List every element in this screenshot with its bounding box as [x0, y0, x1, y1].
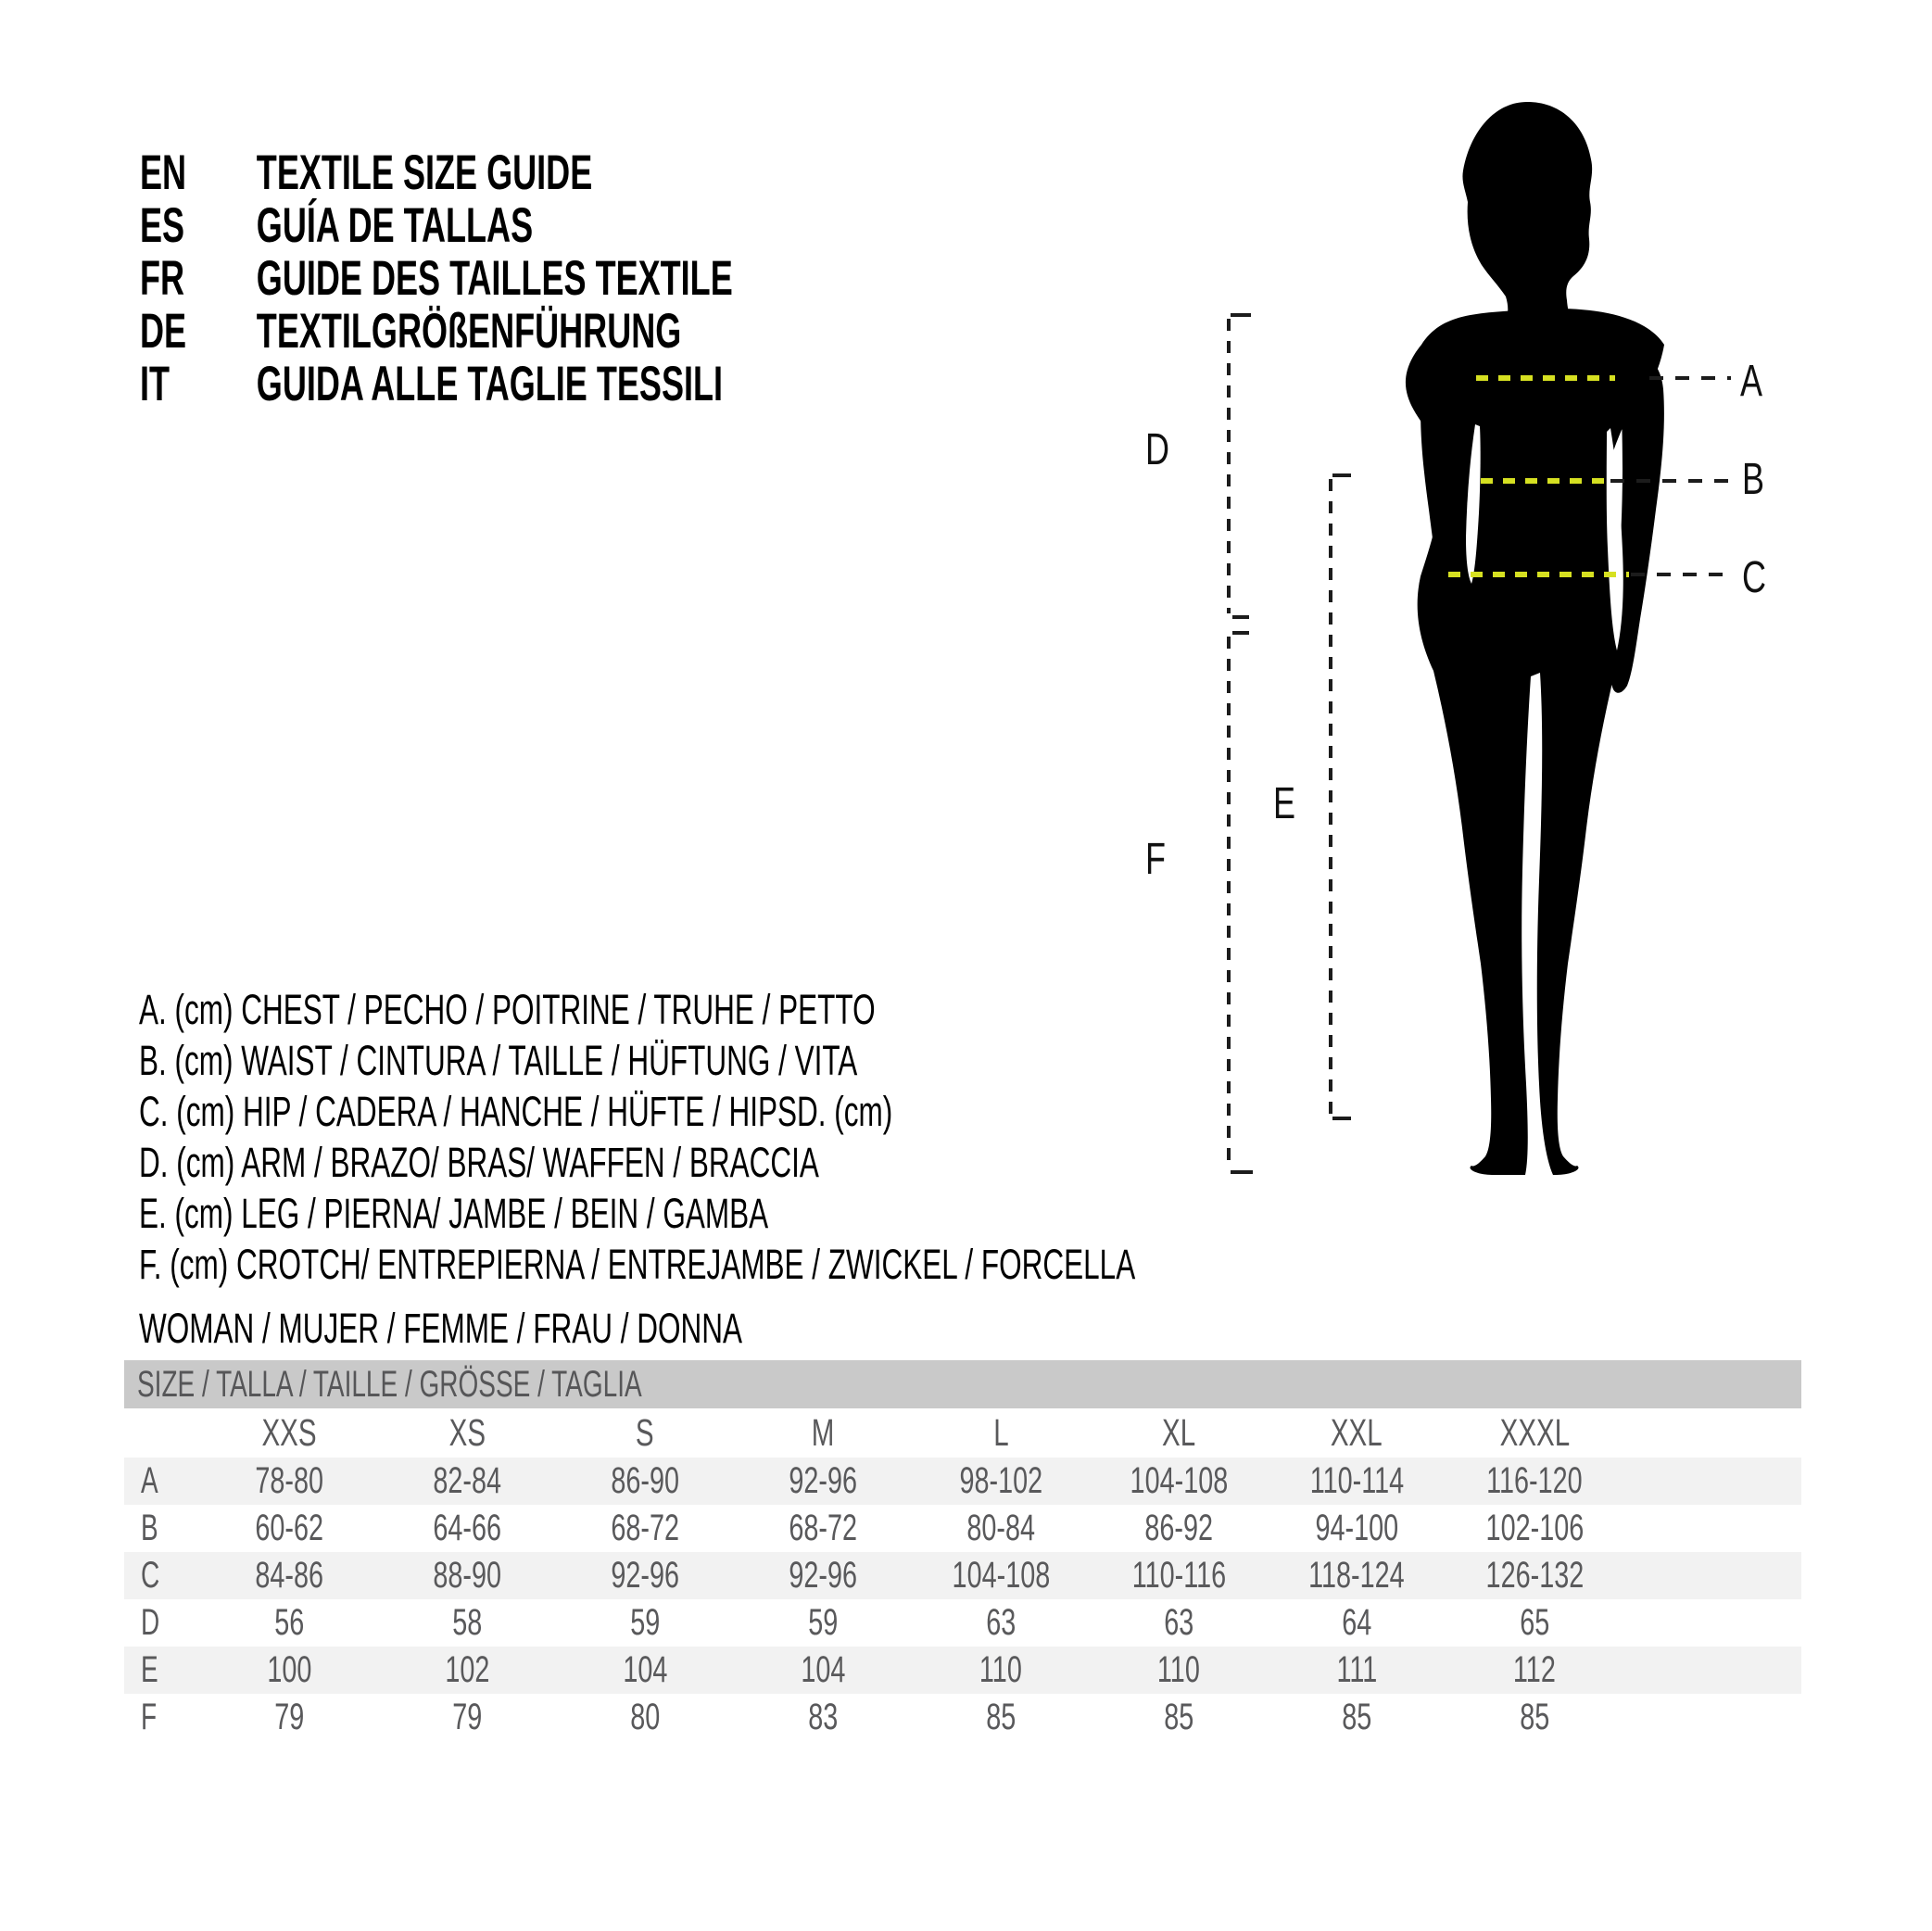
- size-cell: 126-132: [1485, 1555, 1584, 1596]
- row-label: C: [141, 1555, 160, 1596]
- table-row-leg-e: [124, 1647, 1801, 1694]
- legend-line-a: A. (cm) CHEST / PECHO / POITRINE / TRUHE / PETTO: [139, 986, 876, 1033]
- size-cell: 56: [273, 1602, 305, 1643]
- size-cell: 65: [1519, 1602, 1550, 1643]
- size-cell: 92-96: [789, 1555, 857, 1596]
- row-label: B: [141, 1508, 158, 1548]
- language-code: FR: [140, 251, 185, 306]
- col-header-xs: XS: [448, 1411, 486, 1454]
- size-cell: 102-106: [1485, 1508, 1584, 1548]
- col-header-l: L: [992, 1411, 1009, 1454]
- label-waist-b: B: [1742, 455, 1765, 504]
- size-cell: 85: [1341, 1697, 1372, 1737]
- size-cell: 63: [985, 1602, 1017, 1643]
- row-label: A: [141, 1460, 158, 1501]
- size-cell: 58: [451, 1602, 483, 1643]
- guide-title: GUIDE DES TAILLES TEXTILE: [256, 251, 733, 306]
- col-header-xl: XL: [1161, 1411, 1196, 1454]
- language-code: IT: [140, 357, 170, 411]
- label-arm-d: D: [1145, 425, 1170, 474]
- size-cell: 82-84: [433, 1460, 501, 1501]
- size-cell: 111: [1336, 1649, 1377, 1690]
- size-cell: 79: [273, 1697, 305, 1737]
- col-header-xxxl: XXXL: [1499, 1411, 1570, 1454]
- label-hip-c: C: [1742, 553, 1767, 602]
- size-cell: 68-72: [789, 1508, 857, 1548]
- size-cell: 64: [1341, 1602, 1372, 1643]
- arm-measure-bracket-d: [1229, 315, 1251, 617]
- guide-title: TEXTILE SIZE GUIDE: [256, 145, 593, 200]
- label-leg-e: E: [1273, 779, 1296, 828]
- size-cell: 84-86: [255, 1555, 323, 1596]
- audience-title: WOMAN / MUJER / FEMME / FRAU / DONNA: [139, 1305, 742, 1352]
- size-table: [124, 1360, 1801, 1741]
- row-label: F: [141, 1697, 158, 1737]
- col-header-xxl: XXL: [1331, 1411, 1383, 1454]
- size-cell: 110-114: [1309, 1460, 1404, 1501]
- row-label: D: [141, 1602, 160, 1643]
- row-label: E: [141, 1649, 158, 1690]
- size-columns-row: [124, 1408, 1801, 1458]
- legend-line-d: D. (cm) ARM / BRAZO/ BRAS/ WAFFEN / BRACCIA: [139, 1139, 819, 1186]
- size-cell: 100: [266, 1649, 312, 1690]
- size-cell: 85: [985, 1697, 1017, 1737]
- guide-title: GUIDA ALLE TAGLIE TESSILI: [256, 357, 724, 411]
- size-cell: 92-96: [789, 1460, 857, 1501]
- size-cell: 60-62: [255, 1508, 323, 1548]
- size-cell: 118-124: [1308, 1555, 1405, 1596]
- size-cell: 68-72: [611, 1508, 679, 1548]
- size-cell: 80: [629, 1697, 661, 1737]
- col-header-s: S: [636, 1411, 654, 1454]
- language-code: ES: [140, 198, 185, 253]
- table-row-arm-d: [124, 1599, 1801, 1647]
- legend-line-e: E. (cm) LEG / PIERNA/ JAMBE / BEIN / GAMBA: [139, 1190, 769, 1237]
- col-header-xxs: XXS: [261, 1411, 317, 1454]
- size-cell: 102: [444, 1649, 490, 1690]
- size-cell: 63: [1163, 1602, 1194, 1643]
- table-row-crotch-f: [124, 1694, 1801, 1741]
- legend-line-b: B. (cm) WAIST / CINTURA / TAILLE / HÜFTUNG / VITA: [139, 1037, 858, 1084]
- size-cell: 79: [451, 1697, 483, 1737]
- size-cell: 110: [979, 1649, 1022, 1690]
- legend-line-c: C. (cm) HIP / CADERA / HANCHE / HÜFTE / HIPSD. (cm): [139, 1088, 893, 1135]
- language-code: EN: [140, 145, 187, 200]
- table-row-chest-a: [124, 1458, 1801, 1505]
- size-table-caption: [124, 1360, 1801, 1408]
- language-title-block: [140, 146, 733, 410]
- size-cell: 110-116: [1131, 1555, 1226, 1596]
- size-cell: 86-92: [1144, 1508, 1213, 1548]
- label-chest-a: A: [1740, 357, 1763, 406]
- size-cell: 80-84: [966, 1508, 1035, 1548]
- size-cell: 59: [629, 1602, 661, 1643]
- size-cell: 110: [1157, 1649, 1200, 1690]
- size-table-caption-text: SIZE / TALLA / TAILLE / GRÖSSE / TAGLIA: [137, 1363, 642, 1405]
- size-cell: 92-96: [611, 1555, 679, 1596]
- label-crotch-f: F: [1145, 835, 1166, 884]
- table-row-hip-c: [124, 1552, 1801, 1599]
- legend-line-f: F. (cm) CROTCH/ ENTREPIERNA / ENTREJAMBE / ZWICKEL / FORCELLA: [139, 1241, 1136, 1288]
- size-cell: 112: [1513, 1649, 1556, 1690]
- guide-title: GUÍA DE TALLAS: [256, 198, 534, 253]
- size-cell: 116-120: [1486, 1460, 1583, 1501]
- size-cell: 85: [1163, 1697, 1194, 1737]
- size-cell: 83: [807, 1697, 839, 1737]
- size-cell: 86-90: [611, 1460, 679, 1501]
- size-cell: 104-108: [1130, 1460, 1228, 1501]
- size-cell: 104: [622, 1649, 668, 1690]
- guide-title: TEXTILGRÖßENFÜHRUNG: [256, 304, 682, 359]
- col-header-m: M: [811, 1411, 835, 1454]
- size-cell: 59: [807, 1602, 839, 1643]
- size-cell: 98-102: [959, 1460, 1042, 1501]
- size-cell: 88-90: [433, 1555, 501, 1596]
- size-cell: 94-100: [1315, 1508, 1398, 1548]
- size-cell: 104: [800, 1649, 846, 1690]
- size-cell: 85: [1519, 1697, 1550, 1737]
- table-row-waist-b: [124, 1505, 1801, 1552]
- size-cell: 78-80: [255, 1460, 323, 1501]
- size-cell: 64-66: [433, 1508, 501, 1548]
- size-cell: 104-108: [952, 1555, 1050, 1596]
- language-code: DE: [140, 304, 187, 359]
- measurement-legend: [139, 984, 1562, 1290]
